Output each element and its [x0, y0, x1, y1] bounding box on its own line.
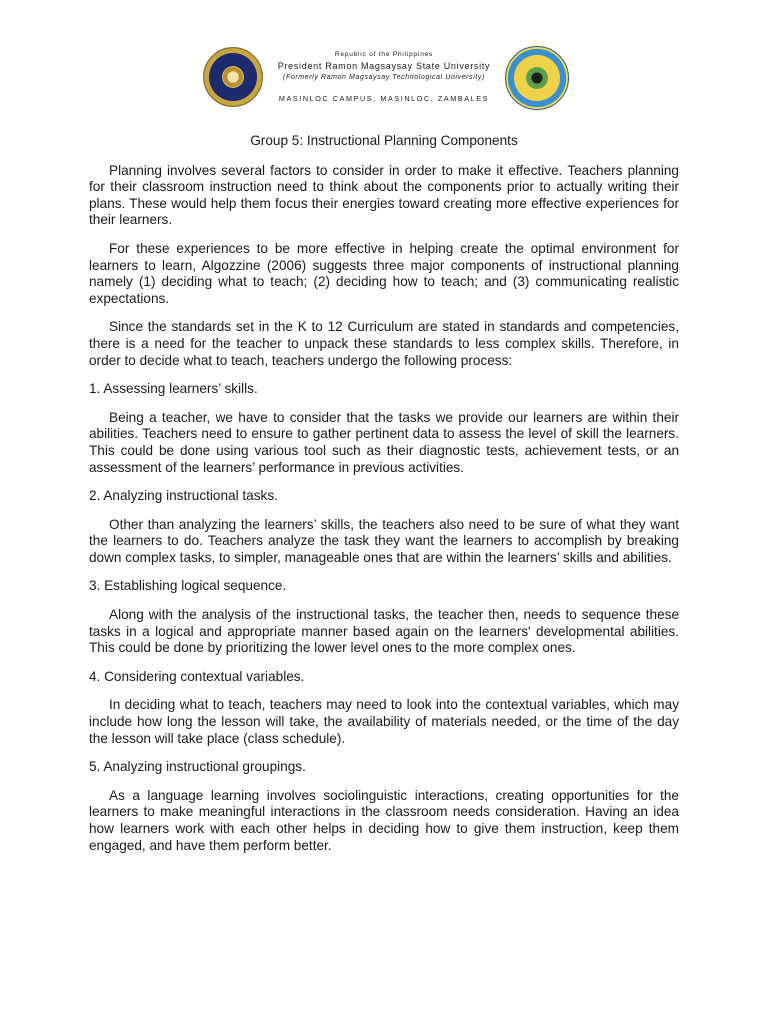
campus-line: MASINLOC CAMPUS, MASINLOC, ZAMBALES — [278, 94, 490, 103]
letterhead — [0, 44, 768, 114]
paragraph: In deciding what to teach, teachers may need to look into the contextual variables, which may include how long the lesson will take, the availability of materials needed, or the time of the day the lesson will take place (class schedule). — [89, 697, 679, 746]
paragraph: Other than analyzing the learners’ skills, the teachers also need to be sure of what they want the learners to do. Teachers analyze the task they want the learners to accomplish by breaking down complex tasks, to simpler, manageable ones that are within the learners’ skills and abilities. — [89, 516, 679, 565]
former-name: (Formerly Ramon Magsaysay Technological University) — [283, 74, 485, 81]
paragraph: Planning involves several factors to consider in order to make it effective. Teachers planning for their classroom instruction need to think about the components prior to actually writing their plans. These would help them focus their energies toward creating more effective experiences for their learners. — [89, 162, 679, 228]
page-title: Group 5: Instructional Planning Components — [250, 133, 518, 148]
seal-emblem — [223, 67, 243, 87]
republic-line: Republic of the Philippines — [334, 51, 434, 58]
section-heading: 5. Analyzing instructional groupings. — [89, 759, 306, 775]
paragraph: Since the standards set in the K to 12 Curriculum are stated in standards and competencies, there is a need for the teacher to unpack these standards to less complex skills. Therefore, in order to decide what to teach, teachers undergo the following process: — [89, 319, 679, 368]
paragraph: Being a teacher, we have to consider that the tasks we provide our learners are within their abilities. Teachers need to ensure to gather pertinent data to assess the level of skill the learners. This could be done using various tool such as their diagnostic tests, achievement tests, or an assessment of the learners’ performance in previous activities. — [89, 409, 679, 475]
section-heading: 1. Assessing learners’ skills. — [89, 381, 258, 397]
section-heading: 3. Establishing logical sequence. — [89, 578, 287, 594]
seal-emblem — [526, 67, 548, 89]
section-heading: 2. Analyzing instructional tasks. — [89, 488, 278, 504]
university-name: President Ramon Magsaysay State University — [277, 61, 491, 71]
paragraph: Along with the analysis of the instructional tasks, the teacher then, needs to sequence these tasks in a logical and appropriate manner based again on the learners' developmental abilities. This could be done by prioritizing the lower level ones to the more complex ones. — [89, 607, 679, 656]
section-heading: 4. Considering contextual variables. — [89, 668, 305, 684]
paragraph: As a language learning involves sociolinguistic interactions, creating opportunities for the learners to make meaningful interactions in the classroom needs consideration. Having an idea how learners work with each other helps in deciding how to give them instruction, keep them engaged, and have them perform better. — [89, 787, 679, 853]
document-body — [89, 133, 679, 866]
university-seal-icon — [203, 47, 263, 107]
paragraph: For these experiences to be more effective in helping create the optimal environment for learners to learn, Algozzine (2006) suggests three major components of instructional planning namely (1) deciding what to teach; (2) deciding how to teach; and (3) communicating realistic expectations. — [89, 240, 679, 306]
teacher-education-seal-icon — [505, 46, 569, 110]
